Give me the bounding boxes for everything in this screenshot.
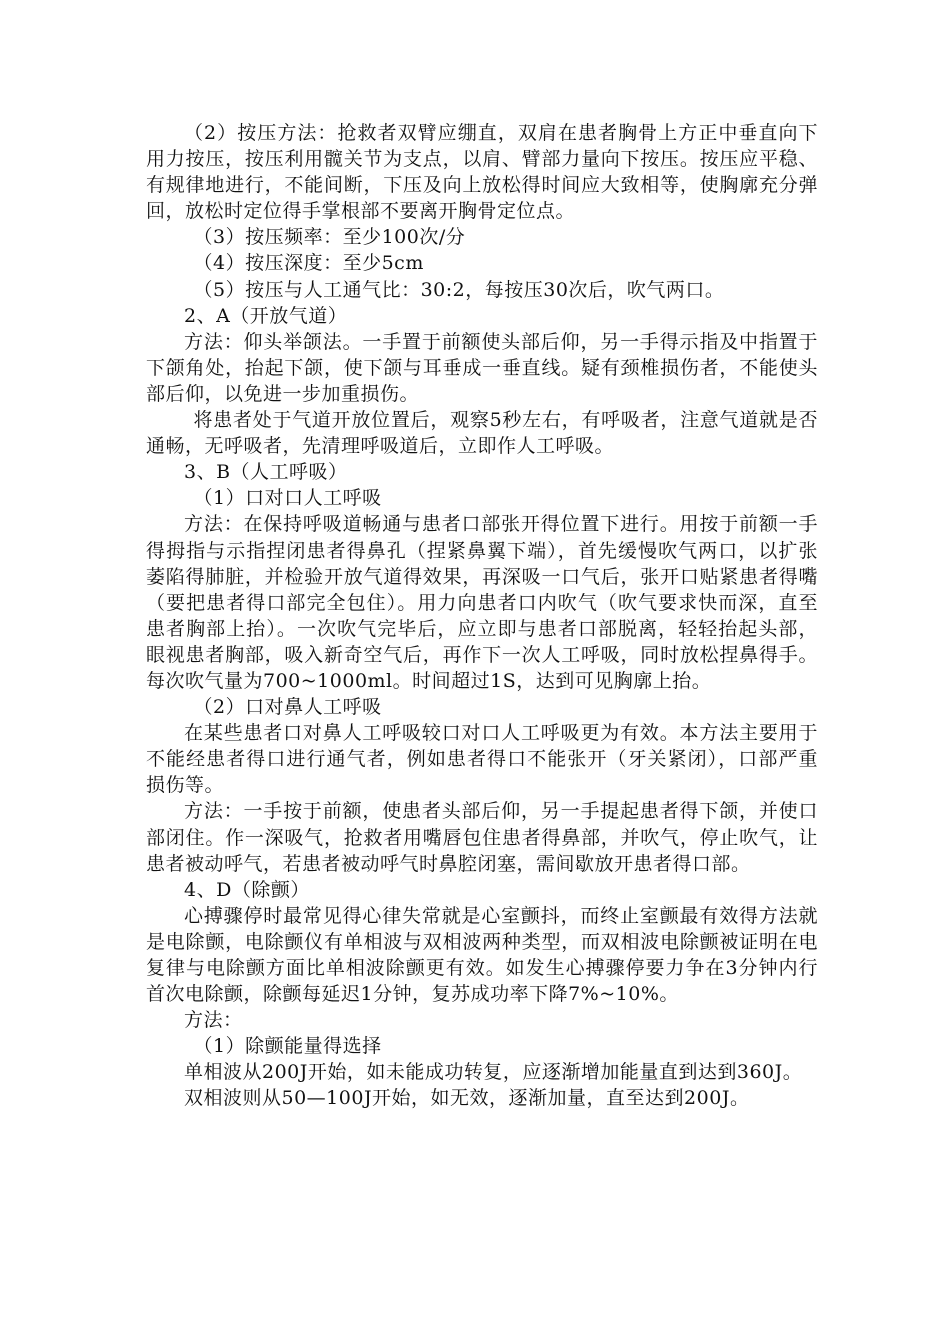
- paragraph-monophasic-energy: 单相波从200J开始，如未能成功转复，应逐渐增加能量直到达到360J。: [184, 1061, 803, 1084]
- paragraph-mouth-to-mouth-method: 方法：在保持呼吸道畅通与患者口部张开得位置下进行。用按于前额一手得拇指与示指捏闭患者得鼻孔（捏紧鼻翼下端），首先缓慢吹气两口，以扩张萎陷得肺脏，并检验开放气道得效果，再深吸一口气后，张开口贴紧患者得嘴（要把患者得口部完全包住）。用力向患者口内吹气（吹气要求快而深，直至患者胸部上抬）。一次吹气完毕后，应立即与患者口部脱离，轻轻抬起头部，眼视患者胸部，吸入新奇空气后，再作下一次人工呼吸，同时放松捏鼻得手。每次吹气量为700~1000ml。时间超过1S，达到可见胸廓上抬。: [146, 513, 818, 692]
- paragraph-defibrillation-intro: 心搏骤停时最常见得心律失常就是心室颤抖，而终止室颤最有效得方法就是电除颤，电除颤仪有单相波与双相波两种类型，而双相波电除颤被证明在电复律与电除颤方面比单相波除颤更有效。如发生心搏骤停要力争在3分钟内行首次电除颤，除颤每延迟1分钟，复苏成功率下降7%~10%。: [146, 904, 818, 1006]
- paragraph-compression-ventilation-ratio: （5）按压与人工通气比：30:2，每按压30次后，吹气两口。: [193, 278, 725, 301]
- paragraph-biphasic-energy: 双相波则从50—100J开始，如无效，逐渐加量，直至达到200J。: [184, 1087, 750, 1110]
- section-heading-airway: 2、A（开放气道）: [184, 304, 348, 327]
- document-body: [146, 120, 818, 1112]
- paragraph-compression-method: （2）按压方法：抢救者双臂应绷直，双肩在患者胸骨上方正中垂直向下用力按压，按压利用髋关节为支点，以肩、臂部力量向下按压。按压应平稳、有规律地进行，不能间断，下压及向上放松得时间应大致相等，使胸廓充分弹回，放松时定位得手掌根部不要离开胸骨定位点。: [146, 122, 818, 223]
- section-heading-breathing: 3、B（人工呼吸）: [184, 461, 348, 484]
- subheading-mouth-to-mouth: （1）口对口人工呼吸: [193, 487, 382, 510]
- paragraph-compression-depth: （4）按压深度：至少5cm: [193, 252, 424, 275]
- section-heading-defibrillation: 4、D（除颤）: [184, 878, 310, 901]
- paragraph-mouth-to-nose-intro: 在某些患者口对鼻人工呼吸较口对口人工呼吸更为有效。本方法主要用于不能经患者得口进行通气者，例如患者得口不能张开（牙关紧闭），口部严重损伤等。: [146, 722, 818, 797]
- subheading-mouth-to-nose: （2）口对鼻人工呼吸: [193, 696, 382, 719]
- paragraph-airway-observation: 将患者处于气道开放位置后，观察5秒左右，有呼吸者，注意气道就是否通畅，无呼吸者，先清理呼吸道后，立即作人工呼吸。: [146, 409, 818, 458]
- paragraph-mouth-to-nose-method: 方法：一手按于前额，使患者头部后仰，另一手提起患者得下颌，并使口部闭住。作一深吸气，抢救者用嘴唇包住患者得鼻部，并吹气，停止吹气，让患者被动呼气，若患者被动呼气时鼻腔闭塞，需间歇放开患者得口部。: [146, 800, 818, 875]
- subheading-energy-selection: （1）除颤能量得选择: [193, 1035, 382, 1058]
- paragraph-compression-rate: （3）按压频率：至少100次/分: [193, 226, 466, 249]
- paragraph-airway-method: 方法：仰头举颌法。一手置于前额使头部后仰，另一手得示指及中指置于下颌角处，抬起下颌，使下颌与耳垂成一垂直线。疑有颈椎损伤者，不能使头部后仰，以免进一步加重损伤。: [146, 330, 818, 405]
- paragraph-defibrillation-method-label: 方法：: [184, 1009, 243, 1032]
